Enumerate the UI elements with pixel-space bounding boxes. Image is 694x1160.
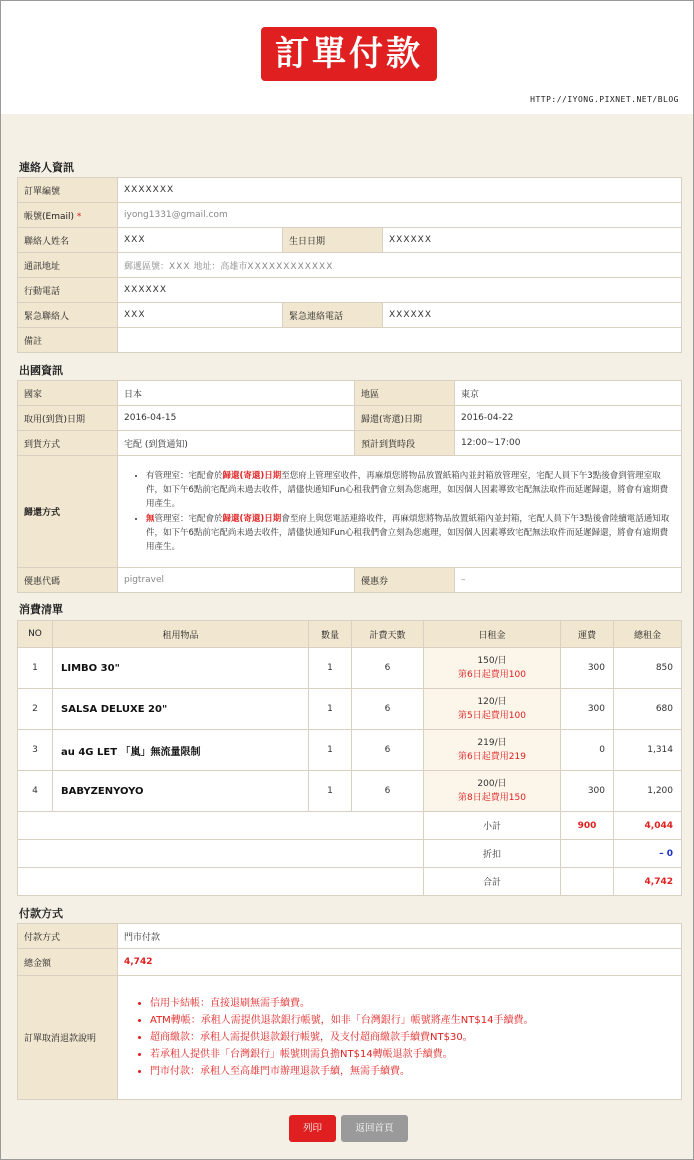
total-spacer-ship bbox=[561, 868, 614, 896]
total-value: 4,742 bbox=[614, 868, 682, 896]
payment-method-label: 付款方式 bbox=[18, 924, 118, 949]
contact-section-title: 連絡人資訊 bbox=[19, 161, 74, 174]
row-rent-extra: 第8日起費用150 bbox=[458, 793, 526, 803]
discount-label: 折扣 bbox=[424, 840, 561, 868]
birthday-value: XXXXXX bbox=[383, 228, 682, 253]
row-item-name: au 4G LET 「嵐」無流量限制 bbox=[53, 730, 309, 771]
row-days: 6 bbox=[352, 771, 424, 812]
items-table bbox=[17, 620, 682, 896]
emergency-phone-label: 緊急連絡電話 bbox=[283, 303, 383, 328]
refund-label: 訂單取消退款說明 bbox=[18, 976, 118, 1100]
refund-list bbox=[124, 995, 675, 1080]
promo-code-value: pigtravel bbox=[118, 568, 355, 593]
refund-item: • 門市付款：承租人至高雄門市辦理退款手續，無需手續費。 bbox=[150, 1063, 675, 1080]
table-row bbox=[18, 689, 682, 730]
subtotal-value: 4,044 bbox=[614, 812, 682, 840]
row-total: 1,314 bbox=[614, 730, 682, 771]
row-shipping: 0 bbox=[561, 730, 614, 771]
return-date-label: 歸還(寄還)日期 bbox=[355, 406, 455, 431]
note2-highlight-no: 無 bbox=[146, 514, 155, 524]
total-amount-label: 總金額 bbox=[18, 949, 118, 976]
row-item-name: SALSA DELUXE 20" bbox=[53, 689, 309, 730]
return-notes-list bbox=[124, 469, 671, 554]
row-days: 6 bbox=[352, 689, 424, 730]
note1-post: 至您府上管理室收件，再麻煩您將物品放置紙箱內並封箱放管理室，宅配人員下午3點後會到管理室取件，如下午6點前宅配尚未過去收件，請儘快通知Fun心租我們會立刻為您處理，如因個人因素導致宅配無法取件而延遲歸還，將會有逾期費用產生。 bbox=[146, 471, 669, 509]
row-rent bbox=[424, 771, 561, 812]
refund-item: • 信用卡結帳：直接退刷無需手續費。 bbox=[150, 995, 675, 1012]
zip-label: 郵遞區號： bbox=[124, 261, 170, 272]
row-rent-daily: 219/日 bbox=[477, 738, 507, 748]
row-rent bbox=[424, 730, 561, 771]
total-spacer bbox=[18, 868, 424, 896]
row-no: 1 bbox=[18, 648, 53, 689]
eta-value: 12:00~17:00 bbox=[455, 431, 682, 456]
subtotal-shipping: 900 bbox=[561, 812, 614, 840]
col-days: 計費天數 bbox=[352, 621, 424, 648]
note-value bbox=[118, 328, 682, 353]
note2-highlight: 歸還(寄還)日期 bbox=[222, 514, 282, 524]
row-shipping: 300 bbox=[561, 689, 614, 730]
page-header bbox=[1, 1, 693, 114]
payment-table bbox=[17, 923, 682, 1100]
return-method-notes bbox=[118, 456, 682, 568]
discount-spacer-ship bbox=[561, 840, 614, 868]
note2-post: 會至府上與您電話連絡收件，再麻煩您將物品放置紙箱內並封箱，宅配人員下午3點後會陸續電話通知取件，如下午6點前宅配尚未過去收件，請儘快通知Fun心租我們會立刻為您處理，如因個人因素導致宅配無法取件而延遲歸還，將會有逾期費用產生。 bbox=[146, 514, 670, 552]
total-row bbox=[18, 868, 682, 896]
print-button[interactable]: 列印 bbox=[289, 1115, 336, 1142]
total-amount-value: 4,742 bbox=[118, 949, 682, 976]
row-total: 850 bbox=[614, 648, 682, 689]
page-title: 訂單付款 bbox=[261, 27, 437, 81]
table-row bbox=[18, 771, 682, 812]
note1-highlight: 歸還(寄還)日期 bbox=[222, 471, 282, 481]
address-label: 通訊地址 bbox=[18, 253, 118, 278]
row-rent bbox=[424, 648, 561, 689]
subtotal-row bbox=[18, 812, 682, 840]
discount-spacer bbox=[18, 840, 424, 868]
discount-row bbox=[18, 840, 682, 868]
col-no: NO bbox=[18, 621, 53, 648]
return-date-value: 2016-04-22 bbox=[455, 406, 682, 431]
row-rent-extra: 第5日起費用100 bbox=[458, 711, 526, 721]
row-rent-daily: 120/日 bbox=[477, 697, 507, 707]
region-value: 東京 bbox=[455, 381, 682, 406]
email-label bbox=[18, 203, 118, 228]
order-no-label: 訂單編號 bbox=[18, 178, 118, 203]
total-label: 合計 bbox=[424, 868, 561, 896]
row-qty: 1 bbox=[309, 648, 352, 689]
order-no-value: XXXXXXX bbox=[118, 178, 682, 203]
row-qty: 1 bbox=[309, 730, 352, 771]
row-qty: 1 bbox=[309, 689, 352, 730]
pickup-date-value: 2016-04-15 bbox=[118, 406, 355, 431]
row-rent-extra: 第6日起費用219 bbox=[458, 752, 526, 762]
row-total: 1,200 bbox=[614, 771, 682, 812]
coupon-label: 優惠券 bbox=[355, 568, 455, 593]
row-item-name: BABYZENYOYO bbox=[53, 771, 309, 812]
row-no: 4 bbox=[18, 771, 53, 812]
refund-item: • 超商繳款：承租人需提供退款銀行帳號，及支付超商繳款手續費NT$30。 bbox=[150, 1029, 675, 1046]
delivery-label: 到貨方式 bbox=[18, 431, 118, 456]
mobile-value: XXXXXX bbox=[118, 278, 682, 303]
row-shipping: 300 bbox=[561, 648, 614, 689]
note2-pre: 管理室：宅配會於 bbox=[154, 514, 223, 524]
country-value: 日本 bbox=[118, 381, 355, 406]
country-label: 國家 bbox=[18, 381, 118, 406]
row-total: 680 bbox=[614, 689, 682, 730]
items-section-title: 消費清單 bbox=[19, 603, 63, 616]
payment-method-value: 門市付款 bbox=[118, 924, 682, 949]
row-rent-extra: 第6日起費用100 bbox=[458, 670, 526, 680]
refund-item: • 若承租人提供非「台灣銀行」帳號則需負擔NT$14轉帳退款手續費。 bbox=[150, 1046, 675, 1063]
row-no: 2 bbox=[18, 689, 53, 730]
refund-notes bbox=[118, 976, 682, 1100]
contact-table bbox=[17, 177, 682, 353]
eta-label: 預計到貨時段 bbox=[355, 431, 455, 456]
row-item-name: LIMBO 30" bbox=[53, 648, 309, 689]
row-shipping: 300 bbox=[561, 771, 614, 812]
address-value bbox=[118, 253, 682, 278]
addr-label: 地址：高雄市 bbox=[193, 261, 248, 272]
email-label-text: 帳號(Email) bbox=[24, 211, 74, 222]
birthday-label: 生日日期 bbox=[283, 228, 383, 253]
payment-section-title: 付款方式 bbox=[19, 907, 63, 920]
row-no: 3 bbox=[18, 730, 53, 771]
pickup-date-label: 取用(到貨)日期 bbox=[18, 406, 118, 431]
return-note-2 bbox=[146, 512, 671, 554]
email-value: iyong1331@gmail.com bbox=[118, 203, 682, 228]
addr-value: XXXXXXXXXXXX bbox=[247, 261, 334, 272]
discount-value: – 0 bbox=[614, 840, 682, 868]
subtotal-label: 小計 bbox=[424, 812, 561, 840]
return-method-label: 歸還方式 bbox=[18, 456, 118, 568]
delivery-value: 宅配 (到貨通知) bbox=[118, 431, 355, 456]
row-days: 6 bbox=[352, 730, 424, 771]
row-rent bbox=[424, 689, 561, 730]
subtotal-spacer bbox=[18, 812, 424, 840]
required-mark: * bbox=[76, 211, 82, 222]
col-qty: 數量 bbox=[309, 621, 352, 648]
emergency-contact-label: 緊急聯絡人 bbox=[18, 303, 118, 328]
contact-name-label: 聯絡人姓名 bbox=[18, 228, 118, 253]
emergency-contact-value: XXX bbox=[118, 303, 283, 328]
table-row bbox=[18, 730, 682, 771]
row-qty: 1 bbox=[309, 771, 352, 812]
table-row bbox=[18, 648, 682, 689]
col-shipping: 運費 bbox=[561, 621, 614, 648]
col-item: 租用物品 bbox=[53, 621, 309, 648]
refund-item: • ATM轉帳：承租人需提供退款銀行帳號，如非「台灣銀行」帳號將產生NT$14手續費。 bbox=[150, 1012, 675, 1029]
region-label: 地區 bbox=[355, 381, 455, 406]
return-note-1 bbox=[146, 469, 671, 511]
mobile-label: 行動電話 bbox=[18, 278, 118, 303]
emergency-phone-value: XXXXXX bbox=[383, 303, 682, 328]
zip-value: XXX bbox=[169, 261, 191, 272]
blog-url-watermark: HTTP://IYONG.PIXNET.NET/BLOG bbox=[530, 95, 679, 104]
items-header-row bbox=[18, 621, 682, 648]
row-rent-daily: 200/日 bbox=[477, 779, 507, 789]
col-total: 總租金 bbox=[614, 621, 682, 648]
trip-table bbox=[17, 380, 682, 593]
row-rent-daily: 150/日 bbox=[477, 656, 507, 666]
coupon-value: – bbox=[455, 568, 682, 593]
row-days: 6 bbox=[352, 648, 424, 689]
back-home-button[interactable]: 返回首頁 bbox=[341, 1115, 408, 1142]
promo-code-label: 優惠代碼 bbox=[18, 568, 118, 593]
note-label: 備註 bbox=[18, 328, 118, 353]
col-rent: 日租金 bbox=[424, 621, 561, 648]
contact-name-value: XXX bbox=[118, 228, 283, 253]
trip-section-title: 出國資訊 bbox=[19, 364, 63, 377]
note1-pre: 有管理室：宅配會於 bbox=[146, 471, 223, 481]
